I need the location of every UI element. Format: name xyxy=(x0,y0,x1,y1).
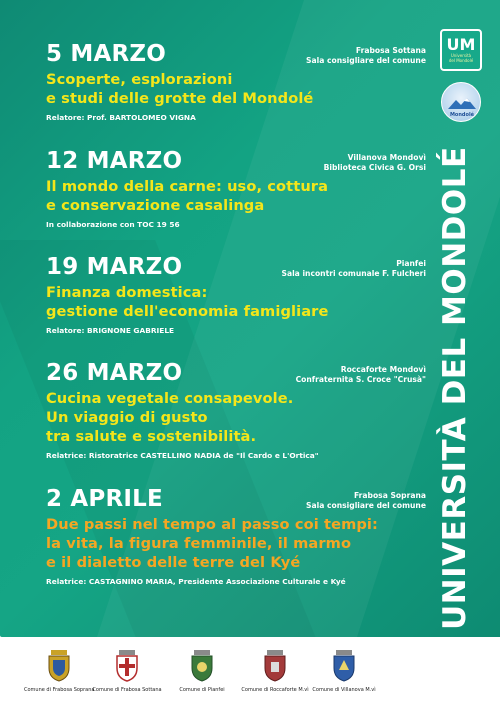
event-date: 19 MARZO xyxy=(46,254,183,280)
event-item xyxy=(46,43,436,122)
universita-mondole-logo: UM Università del Mondolé xyxy=(440,29,482,71)
vertical-brand-title: UNIVERSITÀ DEL MONDOLÉ xyxy=(437,146,473,630)
event-item xyxy=(46,256,436,335)
sponsor-logo: Comune di Pianfei xyxy=(167,650,237,693)
sponsor-logo: Comune di Roccaforte M.vì xyxy=(240,650,310,693)
event-venue: Villanova Mondovì Biblioteca Civica G. Orsi xyxy=(323,153,426,172)
event-date: 12 MARZO xyxy=(46,148,183,174)
mountain-icon xyxy=(448,97,476,111)
coat-of-arms-icon xyxy=(114,650,140,682)
coat-of-arms-icon xyxy=(46,650,72,682)
event-speaker: Relatore: BRIGNONE GABRIELE xyxy=(46,326,175,335)
sponsor-logo: Comune di Villanova M.vì xyxy=(309,650,379,693)
event-speaker: Relatrice: CASTAGNINO MARIA, Presidente Associazione Culturale e Kyé xyxy=(46,577,346,586)
event-item xyxy=(46,488,436,586)
sponsor-logo: Comune di Frabosa Soprana xyxy=(24,650,94,693)
event-date: 2 APRILE xyxy=(46,486,163,512)
event-date: 5 MARZO xyxy=(46,41,167,67)
event-speaker: Relatore: Prof. BARTOLOMEO VIGNA xyxy=(46,113,196,122)
event-item xyxy=(46,150,436,229)
event-title: Due passi nel tempo al passo coi tempi: la vita, la figura femminile, il marmo e il dialetto delle terre del Kyé xyxy=(46,516,378,571)
event-title: Cucina vegetale consapevole. Un viaggio di gusto tra salute e sostenibilità. xyxy=(46,390,294,445)
event-venue: Frabosa Sottana Sala consigliare del comune xyxy=(306,46,426,65)
event-venue: Pianfei Sala incontri comunale F. Fulcheri xyxy=(281,259,426,278)
event-item xyxy=(46,362,436,460)
event-title: Finanza domestica: gestione dell'economia famigliare xyxy=(46,284,329,320)
mondole-ski-logo: Mondolé xyxy=(441,82,481,122)
event-date: 26 MARZO xyxy=(46,360,183,386)
event-venue: Roccaforte Mondovì Confraternita S. Croce "Crusà" xyxy=(295,365,426,384)
event-speaker: In collaborazione con TOC 19 56 xyxy=(46,220,180,229)
coat-of-arms-icon xyxy=(331,650,357,682)
event-venue: Frabosa Soprana Sala consigliare del comune xyxy=(306,491,426,510)
event-title: Scoperte, esplorazioni e studi delle grotte del Mondolé xyxy=(46,71,314,107)
sponsor-bar xyxy=(0,637,500,707)
event-title: Il mondo della carne: uso, cottura e conservazione casalinga xyxy=(46,178,329,214)
coat-of-arms-icon xyxy=(262,650,288,682)
sponsor-logo: Comune di Frabosa Sottana xyxy=(92,650,162,693)
coat-of-arms-icon xyxy=(189,650,215,682)
event-speaker: Relatrice: Ristoratrice CASTELLINO NADIA de "Il Cardo e L'Ortica" xyxy=(46,451,319,460)
